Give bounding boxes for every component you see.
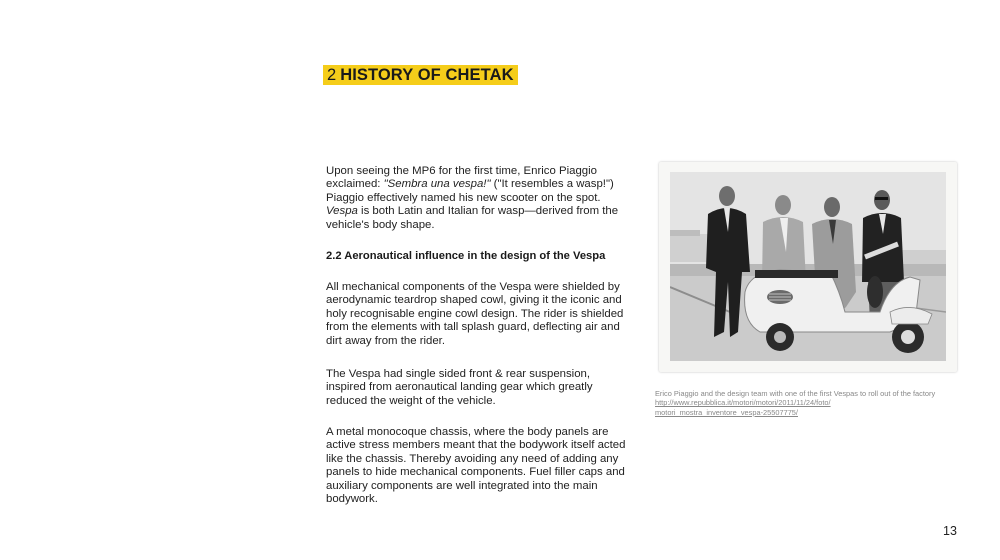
photo-illustration [670, 172, 946, 361]
source-link-line-2[interactable]: motori_mostra_inventore_vespa-25507775/ [655, 407, 798, 417]
intro-text-3: is both Latin and Italian for wasp—derived from the vehicle's body shape. [326, 205, 619, 231]
photo-frame [659, 162, 957, 372]
section-number: 2 [327, 66, 337, 84]
source-link-line-1[interactable]: http://www.repubblica.it/motori/motori/2011/11/24/foto/ [655, 398, 831, 408]
subsection-heading: 2.2 Aeronautical influence in the design of the Vespa [326, 250, 606, 262]
section-heading [323, 65, 518, 85]
paragraph-text: All mechanical components of the Vespa were shielded by aerodynamic teardrop shaped cowl, giving it the iconic and holy recognisable engine cowl design. The rider is shielded from the elements with tall splash guard, deflecting air and dirt away from the rider. [326, 281, 624, 347]
paragraph-chassis [326, 426, 626, 506]
intro-paragraph [326, 165, 626, 232]
intro-quote: "Sembra una vespa!" [383, 178, 491, 191]
historic-photo [670, 172, 946, 361]
paragraph-text: The Vespa had single sided front & rear suspension, inspired from aeronautical landing gear which greatly reduced the weight of the vehicle. [326, 368, 593, 407]
intro-text-2: ("It resembles a wasp!") Piaggio effectively named his new scooter on the spot. [326, 178, 614, 204]
paragraph-cowl [326, 281, 626, 348]
photo-caption [655, 389, 945, 417]
intro-text-1: Upon seeing the MP6 for the first time, Enrico Piaggio exclaimed: [326, 165, 597, 191]
section-title: HISTORY OF CHETAK [340, 66, 514, 84]
paragraph-text: A metal monocoque chassis, where the body panels are active stress members meant that the bodywork itself acted like the chassis. Thereby avoiding any need of adding any panels to hide mechanical components. Fuel filler caps and auxiliary components are well integrated into the main bodywork. [326, 426, 626, 506]
intro-vespa: Vespa [326, 205, 358, 218]
paragraph-suspension [326, 368, 626, 408]
page-number: 13 [943, 524, 957, 538]
caption-text: Erico Piaggio and the design team with one of the first Vespas to roll out of the factory [655, 389, 936, 398]
